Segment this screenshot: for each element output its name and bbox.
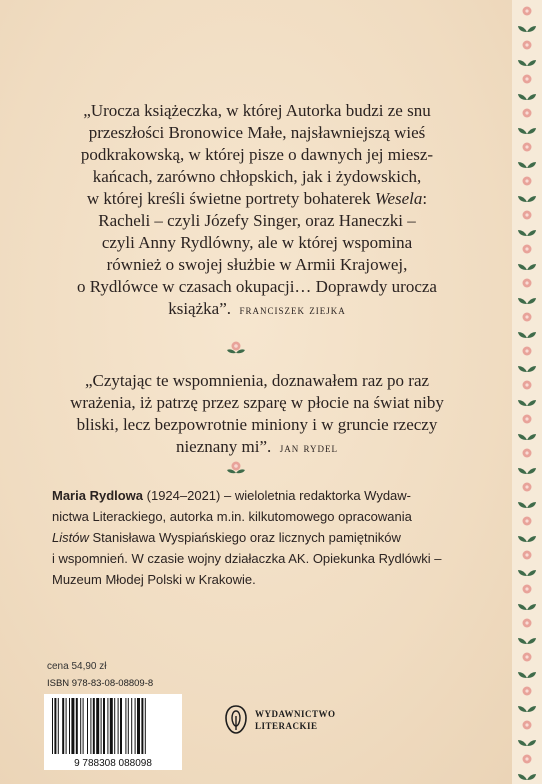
quote-line: czyli Anny Rydlówny, ale w której wspomina — [101, 233, 413, 252]
barcode-bar — [110, 698, 113, 754]
isbn-barcode — [44, 694, 182, 770]
barcode-bar — [58, 698, 59, 754]
border-flower-icon — [523, 585, 532, 594]
border-flower-icon — [523, 41, 532, 50]
price-label: cena 54,90 zł — [47, 661, 107, 672]
border-flower-icon — [523, 551, 532, 560]
italic-title: Wesela — [374, 189, 423, 208]
barcode-bar — [128, 698, 129, 754]
border-flower-icon — [523, 279, 532, 288]
quote-author: franciszek ziejka — [239, 302, 346, 317]
border-flower-icon — [523, 347, 532, 356]
border-flower-icon — [523, 75, 532, 84]
barcode-bar — [66, 698, 67, 754]
border-flower-icon — [523, 517, 532, 526]
border-flower-icon — [523, 245, 532, 254]
quote-line: książka”. franciszek ziejka — [168, 299, 346, 318]
author-bio: Maria Rydlowa (1924–2021) – wieloletnia redaktorka Wydaw- nictwa Literackiego, autorka m.in. kilkutomowego opracowania Listów Stanisława Wyspiańskiego oraz licznych pamiętników i wspomnień. W czasie wojny działaczka AK. Opiekunka Rydlówki – Muzeum Młodej Polski w Krakowie. — [52, 488, 442, 587]
barcode-bar — [87, 698, 88, 754]
border-flower-icon — [523, 721, 532, 730]
quote-line: kańcach, zarówno chłopskich, jak i żydowskich, — [92, 167, 422, 186]
barcode-bar — [101, 698, 102, 754]
border-flower-icon — [523, 653, 532, 662]
quote-line: nieznany mi”. jan rydel — [175, 437, 339, 456]
barcode-bar — [90, 698, 91, 754]
barcode-bar — [107, 698, 108, 754]
barcode-bar — [96, 698, 99, 754]
publisher-name-line1: WYDAWNICTWO — [255, 709, 336, 719]
quote-rydel — [52, 370, 462, 459]
barcode-bar — [83, 698, 84, 754]
quote-line: o Rydlówce w czasach okupacji… Doprawdy urocza — [77, 277, 437, 296]
barcode-bar — [120, 698, 122, 754]
barcode-digits: 9 788308 088098 — [74, 758, 152, 769]
barcode-bar — [54, 698, 56, 754]
barcode-bar — [69, 698, 70, 754]
flower-ornament-icon — [224, 338, 248, 358]
border-flower-icon — [523, 109, 532, 118]
border-flower-icon — [523, 381, 532, 390]
publisher-logo-icon — [225, 705, 247, 735]
barcode-bar — [137, 698, 140, 754]
border-flower-icon — [523, 449, 532, 458]
quote-line: w której kreśli świetne portrety bohaterek Wesela: — [86, 189, 428, 208]
italic-title: Listów — [52, 530, 89, 545]
quote-line: wrażenia, iż patrzę przez szparę w płocie na świat niby — [70, 393, 444, 412]
quote-ziejka — [52, 100, 462, 321]
border-flower-icon — [523, 177, 532, 186]
quote-line: Racheli – czyli Józefy Singer, oraz Haneczki – — [98, 211, 416, 230]
barcode-bar — [118, 698, 119, 754]
barcode-bar — [145, 698, 146, 754]
barcode-bar — [141, 698, 143, 754]
quote-line: „Czytając te wspomnienia, doznawałem raz po raz — [84, 371, 430, 390]
border-flower-icon — [523, 313, 532, 322]
barcode-bar — [71, 698, 74, 754]
publisher-logo — [225, 705, 336, 735]
quote-line: również o swojej służbie w Armii Krajowej, — [106, 255, 408, 274]
border-flower-icon — [523, 211, 532, 220]
author-name: Maria Rydlowa — [52, 488, 144, 503]
barcode-bar — [76, 698, 78, 754]
border-flower-icon — [523, 7, 532, 16]
barcode-bar — [103, 698, 105, 754]
border-flower-icon — [523, 687, 532, 696]
isbn-label: ISBN 978-83-08-08809-8 — [47, 678, 154, 689]
border-background — [512, 0, 542, 784]
barcode-bar — [125, 698, 126, 754]
quote-line: bliski, lecz bezpowrotnie miniony i w gruncie rzeczy — [76, 415, 438, 434]
quote-line: „Urocza książeczka, w której Autorka budzi ze snu — [83, 101, 431, 120]
flower-ornament-icon — [224, 458, 248, 478]
border-flower-icon — [523, 143, 532, 152]
border-flower-icon — [523, 483, 532, 492]
barcode-bar — [52, 698, 53, 754]
quote-line: podkrakowską, w której pisze o dawnych jej miesz- — [80, 145, 434, 164]
barcode-bar — [80, 698, 81, 754]
publisher-name-line2: LITERACKIE — [255, 721, 318, 731]
border-flower-icon — [523, 415, 532, 424]
border-flower-icon — [523, 619, 532, 628]
quote-line: przeszłości Bronowice Małe, najsławniejszą wieś — [88, 123, 426, 142]
barcode-bar — [135, 698, 136, 754]
border-flower-icon — [523, 755, 532, 764]
barcode-bar — [114, 698, 115, 754]
quote-author: jan rydel — [279, 440, 339, 455]
barcode-bar — [131, 698, 132, 754]
barcode-bar — [93, 698, 95, 754]
floral-border-strip — [512, 0, 542, 784]
barcode-bar — [62, 698, 64, 754]
